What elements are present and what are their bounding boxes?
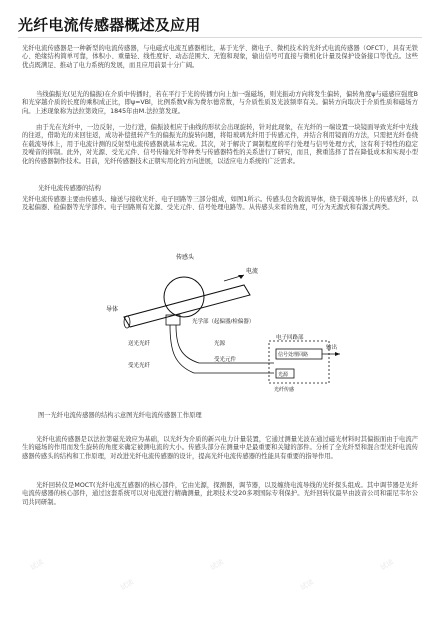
label-sensing-fiber: 光纤传感 <box>274 387 295 393</box>
label-send-fiber: 送光光纤 <box>128 341 151 347</box>
structure-paragraph: 光纤电流传感器主要由传感头、输送与接收光纤、电子回路等三部分组成，如图1所示。传感头包含载流导体，绕于载流导体上的传感光纤，以及起偏器、检偏器等光学部件。电子回路则有光源、受光元件、信号处理电路等。从传感头来看的角度，可分为无源式和有源式两类。 <box>22 196 418 212</box>
title-divider <box>18 37 422 38</box>
figure-caption: 图一光纤电流传感器的结构示意图光纤电流传感器工作原理 <box>38 412 202 419</box>
label-signal-circuit: 信号处理回路 <box>278 352 309 358</box>
section-heading: 光纤电流传感器的结构 <box>38 185 101 192</box>
watermark: 试读 <box>208 558 226 572</box>
fiber-paragraph: 由于光在光纤中，一边反射，一边行进，偏振波相应于曲线的形状会出现旋转，针对此现象，在光纤的一端设置一块镜面导致光纤中光线的往返，借助光的来回往返，成功补偿扭转产生的偏振光的旋转问题，将铅玻璃光纤用于传感元件，并结合利用镜面的方法，只需把光纤卷绕在载流导体上，用于电流计测的反射型电流传感器就基本完成。其次，对于解决了调制程度的平行处理与信号处理方式，这有利于特性的稳定及噪音的抑制。此外，对光源、受光元件、信号传输光纤等种类与传感器特性的关系进行了研究，而且，携重选择了旨在降低成本和实现小型化的传感器制作技术。目前，光纤传感器技术正朝实用化的方向进展，以适应电力系统的广泛需求。 <box>22 124 418 165</box>
watermark: 试读 <box>118 578 136 592</box>
label-light-source: 光源 <box>214 341 226 347</box>
label-conductor: 导体 <box>106 306 119 313</box>
label-current: 电流 <box>246 268 259 275</box>
gyro-paragraph: 光纤回转仪是MOCT(光纤电流互感器)的核心部件，它由光源，探测器，调节器，以及缠绕电流导线的光纤探头组成。其中调节器是光纤电流传感器的核心部件，通过这套系统可以对电流进行精确测量，此项技术受20多项国际专利保护。光纤回转仪最早由波音公司和霍尼韦尔公司共同研制。 <box>22 482 418 506</box>
label-optical-part: 光学部（起偏器/检偏器） <box>192 319 255 325</box>
watermark: 试读 <box>28 558 46 572</box>
label-light-box: 光源 <box>278 372 289 378</box>
label-electronic-circuit: 电子回路部 <box>276 335 304 341</box>
sensor-structure-figure <box>104 245 344 395</box>
intro-paragraph: 光纤电流传感器是一种新型的电流传感器，与电磁式电流互感器相比，基于光学、微电子、微机技术的光纤式电流传感器（OFCT），具有无铁心、绝缘结构简单可靠，体积小、重量轻、线性度好、动态范围大、无饱和现象，输出信号可直接与微机化计量及保护设备接口等优点。这些优点既满足、推动了电力系统的发展，而且应用前景十分广阔。 <box>22 45 418 69</box>
label-output: 输出 <box>326 345 338 351</box>
label-recv-element: 受光元件 <box>214 357 237 363</box>
watermark: 试读 <box>298 578 316 592</box>
faraday-paragraph: 当线偏振光(见光的偏振)在介质中传播时，若在平行于光的传播方向上加一强磁场，则光振动方向将发生偏转，偏转角度ψ与磁感应强度B和光穿越介质的长度的乘积成正比，即ψ=VBl，比例系数V称为费尔德常数，与介质性质及光波频率有关。偏转方向取决于介质性质和磁场方向。上述现象称为法拉第效应，1845年由M.法拉第发现。 <box>22 91 418 115</box>
label-recv-fiber: 受光光纤 <box>128 363 151 369</box>
send-fiber-line <box>170 325 274 373</box>
principle-paragraph: 光纤电流传感器是以法拉第磁光效应为基础，以光纤为介质的新兴电力计量装置，它通过测量光波在通过磁光材料时其偏振面由于电流产生的磁场的作用而发生旋转的角度来确定被测电流的大小。传感头部分在测量中是最重要和关键的部件。分析了全光纤型和混合型光纤电流传感器传感头的结构和工作原理，对改进光纤电流传感器的设计，提高光纤电流传感器的性能具有重要的指导作用。 <box>22 436 418 460</box>
watermark: 试读 <box>378 558 396 572</box>
label-sensor-head: 传感头 <box>176 254 195 261</box>
page-title: 光纤电流传感器概述及应用 <box>18 16 201 34</box>
